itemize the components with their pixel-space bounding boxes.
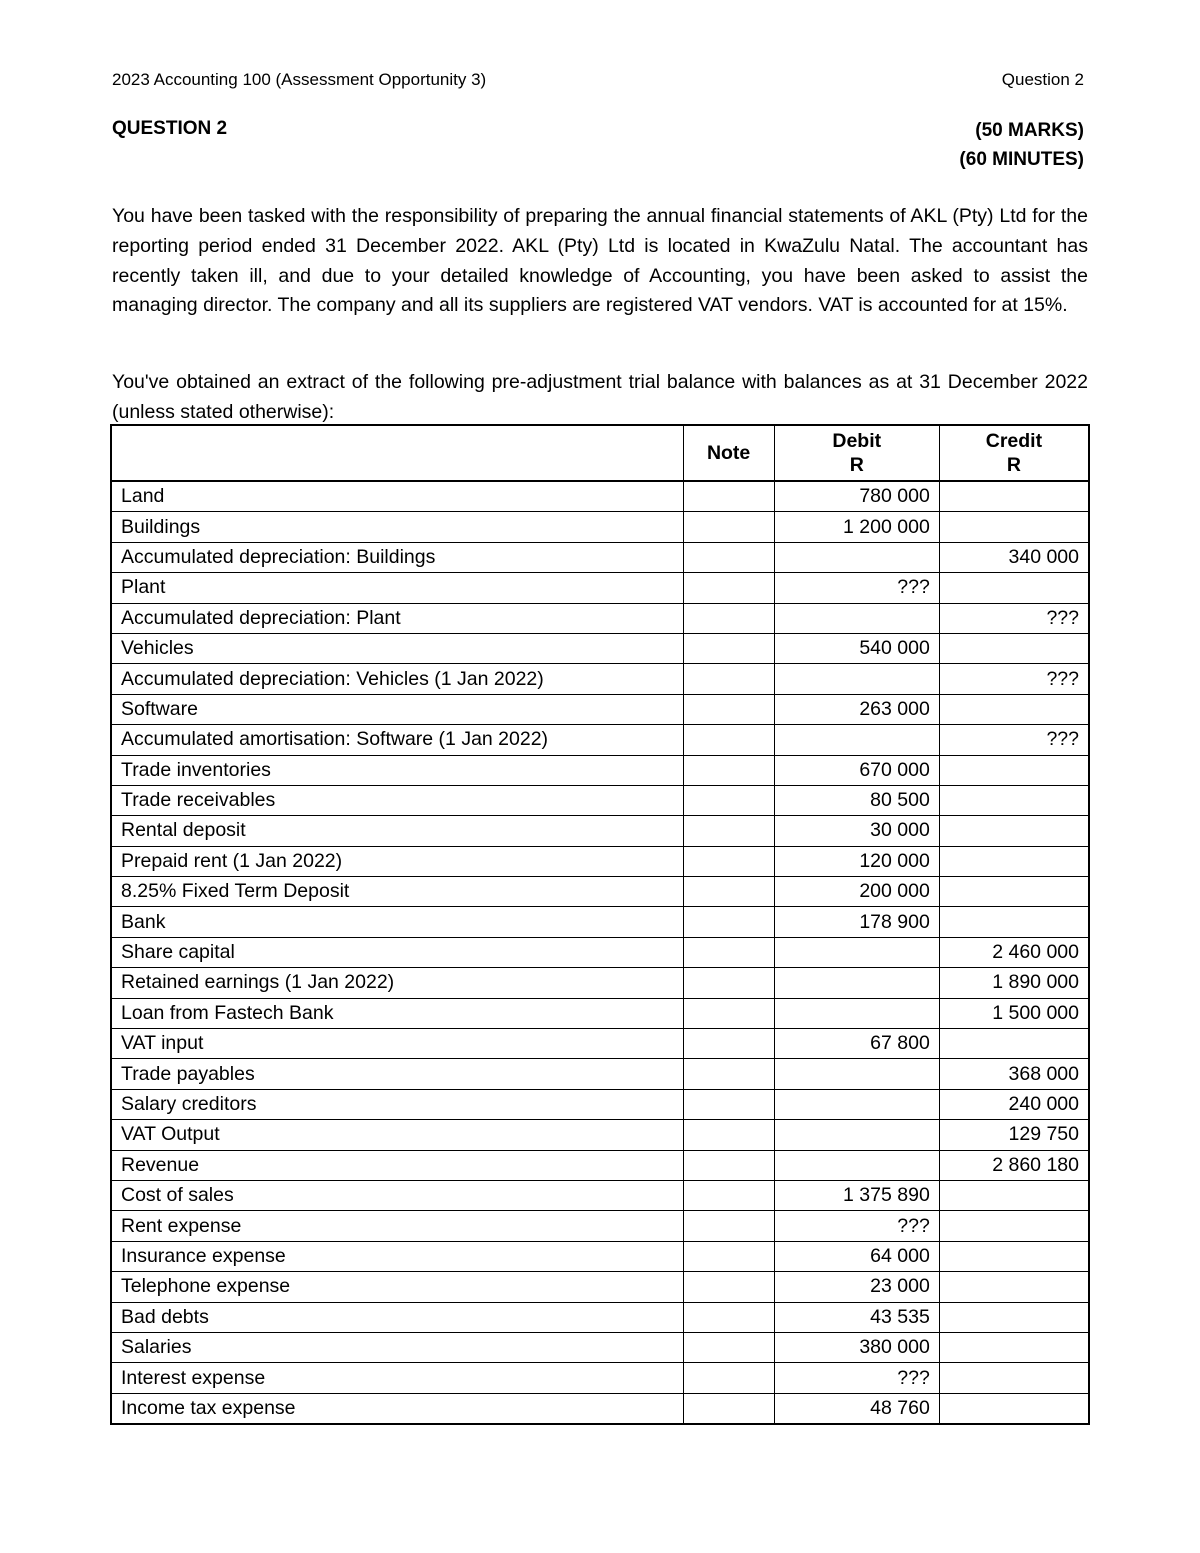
table-row	[111, 603, 1089, 633]
row-debit	[774, 1120, 939, 1150]
question-title-row	[112, 118, 1084, 174]
table-row	[111, 968, 1089, 998]
row-credit: 1 500 000	[939, 998, 1089, 1028]
row-credit	[939, 694, 1089, 724]
row-note	[683, 633, 774, 663]
row-credit	[939, 785, 1089, 815]
row-description: Interest expense	[111, 1363, 683, 1393]
row-description: Loan from Fastech Bank	[111, 998, 683, 1028]
row-description: VAT Output	[111, 1120, 683, 1150]
row-debit: 780 000	[774, 481, 939, 512]
row-description: Plant	[111, 573, 683, 603]
row-note	[683, 1120, 774, 1150]
row-debit: 263 000	[774, 694, 939, 724]
row-debit: 30 000	[774, 816, 939, 846]
row-credit: ???	[939, 725, 1089, 755]
row-credit	[939, 633, 1089, 663]
row-note	[683, 694, 774, 724]
table-row	[111, 542, 1089, 572]
row-description: Accumulated depreciation: Plant	[111, 603, 683, 633]
running-header	[112, 70, 1084, 90]
row-description: Land	[111, 481, 683, 512]
row-description: Rent expense	[111, 1211, 683, 1241]
row-note	[683, 1180, 774, 1210]
row-note	[683, 1393, 774, 1424]
question-title: QUESTION 2	[112, 118, 228, 139]
row-credit: 2 860 180	[939, 1150, 1089, 1180]
row-description: 8.25% Fixed Term Deposit	[111, 877, 683, 907]
row-description: Prepaid rent (1 Jan 2022)	[111, 846, 683, 876]
row-credit	[939, 1029, 1089, 1059]
table-row	[111, 1241, 1089, 1271]
row-credit	[939, 1241, 1089, 1271]
row-note	[683, 937, 774, 967]
row-note	[683, 816, 774, 846]
row-credit: 340 000	[939, 542, 1089, 572]
row-description: Revenue	[111, 1150, 683, 1180]
row-credit: ???	[939, 664, 1089, 694]
row-debit: 67 800	[774, 1029, 939, 1059]
row-debit: ???	[774, 1211, 939, 1241]
row-credit	[939, 512, 1089, 542]
row-description: Trade payables	[111, 1059, 683, 1089]
row-description: Retained earnings (1 Jan 2022)	[111, 968, 683, 998]
row-credit: 1 890 000	[939, 968, 1089, 998]
row-description: Salary creditors	[111, 1089, 683, 1119]
row-description: Vehicles	[111, 633, 683, 663]
row-description: Rental deposit	[111, 816, 683, 846]
table-row	[111, 481, 1089, 512]
row-note	[683, 1302, 774, 1332]
row-debit: 200 000	[774, 877, 939, 907]
row-description: Accumulated depreciation: Buildings	[111, 542, 683, 572]
table-row	[111, 1059, 1089, 1089]
row-description: Accumulated depreciation: Vehicles (1 Jan 2022)	[111, 664, 683, 694]
row-debit: 380 000	[774, 1332, 939, 1362]
table-row	[111, 998, 1089, 1028]
row-note	[683, 1029, 774, 1059]
table-row	[111, 1393, 1089, 1424]
row-description: Buildings	[111, 512, 683, 542]
row-credit	[939, 907, 1089, 937]
table-row	[111, 755, 1089, 785]
row-note	[683, 512, 774, 542]
row-debit: 540 000	[774, 633, 939, 663]
table-row	[111, 1150, 1089, 1180]
row-debit: 23 000	[774, 1272, 939, 1302]
question-minutes: (60 MINUTES)	[959, 149, 1084, 170]
row-note	[683, 1089, 774, 1119]
table-row	[111, 846, 1089, 876]
row-description: Telephone expense	[111, 1272, 683, 1302]
row-debit: 1 200 000	[774, 512, 939, 542]
row-credit: 368 000	[939, 1059, 1089, 1089]
table-row	[111, 877, 1089, 907]
table-row	[111, 694, 1089, 724]
row-debit: 80 500	[774, 785, 939, 815]
row-credit	[939, 1180, 1089, 1210]
table-row	[111, 512, 1089, 542]
row-credit	[939, 1272, 1089, 1302]
row-credit	[939, 1302, 1089, 1332]
header-note: Note	[683, 425, 774, 481]
row-debit	[774, 542, 939, 572]
row-debit	[774, 725, 939, 755]
row-debit: 670 000	[774, 755, 939, 785]
row-credit	[939, 573, 1089, 603]
question-allocation	[959, 116, 1084, 174]
row-debit	[774, 1150, 939, 1180]
header-debit-label: Debit	[832, 430, 882, 452]
row-debit: 120 000	[774, 846, 939, 876]
question-marks: (50 MARKS)	[975, 120, 1084, 141]
header-course-title: 2023 Accounting 100 (Assessment Opportunity 3)	[112, 70, 487, 89]
row-description: Bad debts	[111, 1302, 683, 1332]
table-header-row	[111, 425, 1089, 481]
table-row	[111, 664, 1089, 694]
row-credit	[939, 1393, 1089, 1424]
row-description: Bank	[111, 907, 683, 937]
row-description: Cost of sales	[111, 1180, 683, 1210]
table-row	[111, 1211, 1089, 1241]
row-debit	[774, 968, 939, 998]
intro-paragraph: You have been tasked with the responsibility of preparing the annual financial statements of AKL (Pty) Ltd for the reporting period ended 31 December 2022. AKL (Pty) Ltd is located in KwaZulu Natal. The accountant has recently taken ill, and due to your detailed knowledge of Accounting, you have been asked to assist the managing director. The company and all its suppliers are registered VAT vendors. VAT is accounted for at 15%.	[112, 205, 1088, 317]
table-row	[111, 633, 1089, 663]
row-debit	[774, 1089, 939, 1119]
table-row	[111, 1029, 1089, 1059]
row-credit	[939, 1211, 1089, 1241]
header-debit	[774, 425, 939, 481]
table-row	[111, 1302, 1089, 1332]
row-note	[683, 1211, 774, 1241]
header-credit-label: Credit	[985, 430, 1043, 452]
row-description: Insurance expense	[111, 1241, 683, 1271]
table-row	[111, 937, 1089, 967]
row-note	[683, 573, 774, 603]
row-description: Accumulated amortisation: Software (1 Jan 2022)	[111, 725, 683, 755]
row-note	[683, 542, 774, 572]
table-row	[111, 1272, 1089, 1302]
row-note	[683, 1059, 774, 1089]
row-credit	[939, 877, 1089, 907]
row-credit	[939, 755, 1089, 785]
row-note	[683, 907, 774, 937]
row-description: Share capital	[111, 937, 683, 967]
row-note	[683, 481, 774, 512]
row-credit	[939, 1332, 1089, 1362]
header-question-label: Question 2	[1001, 70, 1084, 89]
row-debit: 43 535	[774, 1302, 939, 1332]
row-credit	[939, 481, 1089, 512]
header-credit	[939, 425, 1089, 481]
row-note	[683, 1332, 774, 1362]
row-description: VAT input	[111, 1029, 683, 1059]
row-debit: 64 000	[774, 1241, 939, 1271]
row-description: Trade inventories	[111, 755, 683, 785]
trial-balance-table	[110, 424, 1090, 1425]
row-note	[683, 785, 774, 815]
table-row	[111, 1120, 1089, 1150]
row-description: Software	[111, 694, 683, 724]
row-credit	[939, 1363, 1089, 1393]
row-note	[683, 1241, 774, 1271]
header-debit-unit: R	[849, 454, 864, 476]
row-note	[683, 968, 774, 998]
row-note	[683, 664, 774, 694]
row-debit: 48 760	[774, 1393, 939, 1424]
row-debit: 178 900	[774, 907, 939, 937]
table-row	[111, 725, 1089, 755]
table-row	[111, 816, 1089, 846]
row-credit: 2 460 000	[939, 937, 1089, 967]
row-note	[683, 755, 774, 785]
header-description	[111, 425, 683, 481]
row-credit	[939, 846, 1089, 876]
row-description: Salaries	[111, 1332, 683, 1362]
table-row	[111, 1363, 1089, 1393]
row-note	[683, 998, 774, 1028]
extract-paragraph: You've obtained an extract of the following pre-adjustment trial balance with balances as at 31 December 2022 (unless stated otherwise):	[112, 371, 1088, 423]
table-row	[111, 907, 1089, 937]
table-row	[111, 1180, 1089, 1210]
row-debit	[774, 937, 939, 967]
row-credit	[939, 816, 1089, 846]
row-note	[683, 725, 774, 755]
row-note	[683, 1272, 774, 1302]
row-debit: ???	[774, 1363, 939, 1393]
header-credit-unit: R	[1006, 454, 1021, 476]
table-row	[111, 1332, 1089, 1362]
row-description: Trade receivables	[111, 785, 683, 815]
table-row	[111, 1089, 1089, 1119]
row-credit: 129 750	[939, 1120, 1089, 1150]
row-debit: 1 375 890	[774, 1180, 939, 1210]
row-note	[683, 603, 774, 633]
row-debit	[774, 664, 939, 694]
row-note	[683, 846, 774, 876]
row-note	[683, 877, 774, 907]
row-debit	[774, 998, 939, 1028]
row-credit: ???	[939, 603, 1089, 633]
row-credit: 240 000	[939, 1089, 1089, 1119]
row-debit	[774, 603, 939, 633]
row-note	[683, 1363, 774, 1393]
table-row	[111, 785, 1089, 815]
row-debit	[774, 1059, 939, 1089]
row-description: Income tax expense	[111, 1393, 683, 1424]
table-row	[111, 573, 1089, 603]
row-debit: ???	[774, 573, 939, 603]
row-note	[683, 1150, 774, 1180]
